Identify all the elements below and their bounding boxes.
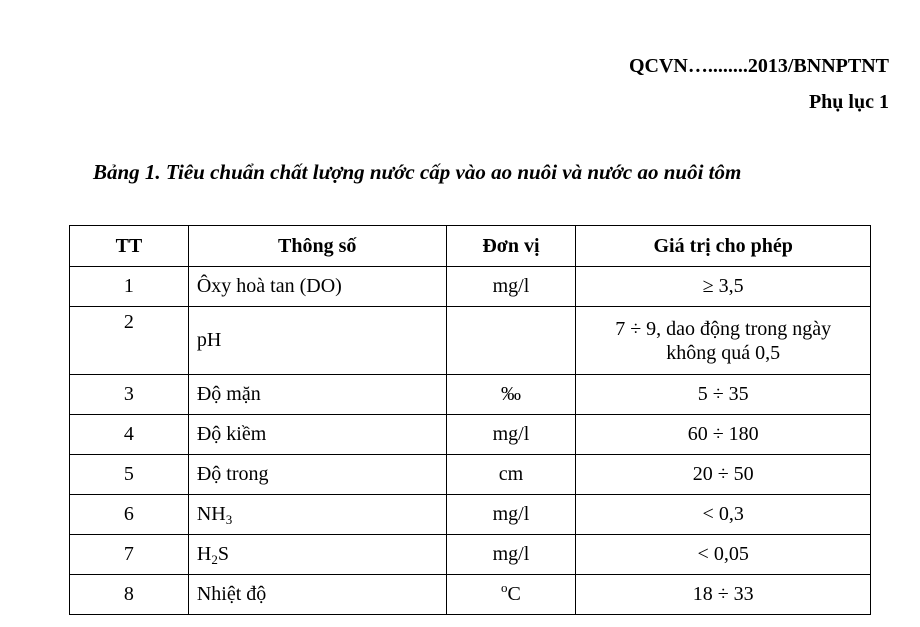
parameter-subscript: 3: [225, 512, 233, 527]
appendix-label: Phụ lục 1: [808, 91, 889, 113]
row-parameter: [188, 535, 446, 575]
row-parameter: pH: [188, 307, 446, 375]
row-value: ≥ 3,5: [576, 267, 871, 307]
row-value: < 0,05: [576, 535, 871, 575]
row-parameter: Độ kiềm: [188, 415, 446, 455]
header-allowed-value: Giá trị cho phép: [576, 226, 871, 267]
row-value: [576, 307, 871, 375]
row-value-line: 7 ÷ 9, dao động trong ngày: [615, 317, 832, 340]
table-row: [70, 495, 871, 535]
water-quality-table: [69, 225, 871, 615]
parameter-rest: S: [217, 543, 229, 565]
row-number: 2: [70, 307, 189, 375]
row-number: 7: [70, 535, 189, 575]
table-row: [70, 375, 871, 415]
row-value: 18 ÷ 33: [576, 575, 871, 615]
document-code: QCVN…........2013/BNNPTNT: [628, 55, 889, 77]
unit-superscript: o: [501, 580, 508, 595]
row-parameter: Ôxy hoà tan (DO): [188, 267, 446, 307]
row-value: 60 ÷ 180: [576, 415, 871, 455]
row-number: 1: [70, 267, 189, 307]
row-unit: mg/l: [446, 267, 576, 307]
row-number: 3: [70, 375, 189, 415]
row-unit: [446, 575, 576, 615]
parameter-subscript: 2: [211, 552, 218, 567]
table-row: [70, 307, 871, 375]
row-value: 5 ÷ 35: [576, 375, 871, 415]
table-row: [70, 535, 871, 575]
row-value: < 0,3: [576, 495, 871, 535]
table-row: [70, 267, 871, 307]
row-number: 4: [70, 415, 189, 455]
header-unit: Đơn vị: [446, 226, 576, 267]
row-unit: mg/l: [446, 535, 576, 575]
row-number: 5: [70, 455, 189, 495]
parameter-base: NH: [196, 503, 226, 525]
header-tt: TT: [70, 226, 189, 267]
row-number: 8: [70, 575, 189, 615]
table-row: [70, 575, 871, 615]
row-value: 20 ÷ 50: [576, 455, 871, 495]
row-parameter: Độ trong: [188, 455, 446, 495]
row-unit: mg/l: [446, 415, 576, 455]
table-row: [70, 455, 871, 495]
table-caption: Bảng 1. Tiêu chuẩn chất lượng nước cấp vào ao nuôi và nước ao nuôi tôm: [93, 160, 742, 184]
header-parameter: Thông số: [188, 226, 446, 267]
row-value-line: không quá 0,5: [666, 341, 781, 364]
table-row: [70, 415, 871, 455]
row-parameter: Nhiệt độ: [188, 575, 446, 615]
row-unit: cm: [446, 455, 576, 495]
row-unit: [446, 307, 576, 375]
table-header-row: [70, 226, 871, 267]
row-parameter: [188, 495, 446, 535]
row-number: 6: [70, 495, 189, 535]
row-parameter: Độ mặn: [188, 375, 446, 415]
unit-base: C: [507, 583, 521, 605]
parameter-base: H: [196, 543, 212, 565]
row-unit: ‰: [446, 375, 576, 415]
row-unit: mg/l: [446, 495, 576, 535]
